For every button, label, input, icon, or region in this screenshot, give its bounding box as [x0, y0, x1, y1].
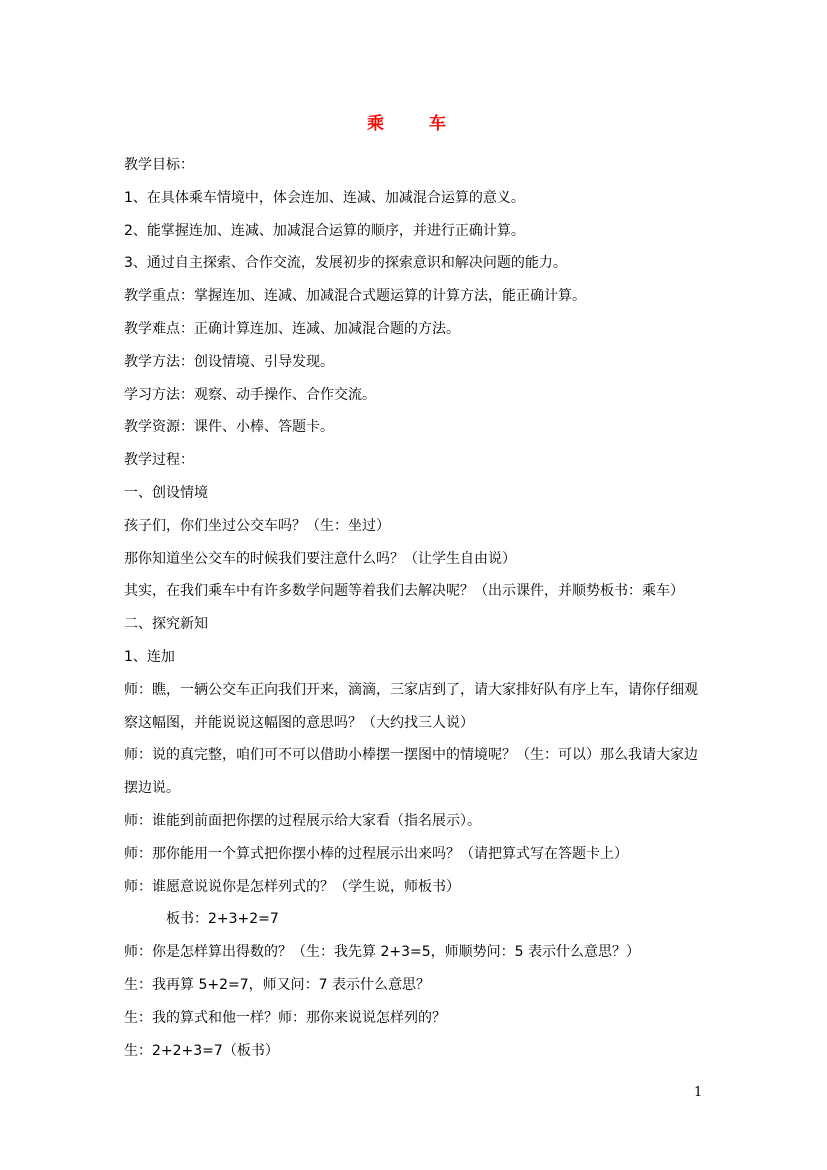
board-writing: 板书：2+3+2=7: [166, 911, 279, 928]
paragraph: 那你知道坐公交车的时候我们要注意什么吗？（让学生自由说）: [124, 550, 516, 567]
paragraph: 孩子们，你们坐过公交车吗？（生：坐过）: [124, 517, 390, 534]
document-title: 乘 车: [367, 114, 460, 134]
paragraph: 生：2+2+3=7（板书）: [124, 1042, 279, 1059]
difficult-points: 教学难点：正确计算连加、连减、加减混合题的方法。: [124, 320, 460, 337]
paragraph: 师：谁能到前面把你摆的过程展示给大家看（指名展示）。: [124, 812, 481, 829]
paragraph: 师：那你能用一个算式把你摆小棒的过程展示出来吗？（请把算式写在答题卡上）: [124, 845, 628, 862]
learning-method: 学习方法：观察、动手操作、合作交流。: [124, 386, 376, 403]
subsection-heading: 1、连加: [124, 648, 175, 665]
subsection-heading: 一、创设情境: [124, 484, 208, 501]
key-points: 教学重点：掌握连加、连减、加减混合式题运算的计算方法，能正确计算。: [124, 288, 586, 305]
objective-item: 3、通过自主探索、合作交流，发展初步的探索意识和解决问题的能力。: [124, 255, 567, 272]
section-heading-objectives: 教学目标：: [124, 157, 194, 173]
paragraph: 师：瞧，一辆公交车正向我们开来，滴滴，三家店到了，请大家排好队有序上车，请你仔细观察这幅图，并能说说这幅图的意思吗？（大约找三人说）: [124, 681, 698, 731]
page-number: 1: [694, 1085, 703, 1100]
paragraph: 师：你是怎样算出得数的？（生：我先算 2+3=5，师顺势问：5 表示什么意思？）: [124, 944, 640, 961]
paragraph: 师：谁愿意说说你是怎样列式的？（学生说，师板书）: [124, 878, 460, 895]
subsection-heading: 二、探究新知: [124, 616, 208, 633]
paragraph: 其实，在我们乘车中有许多数学问题等着我们去解决呢？（出示课件，并顺势板书：乘车）: [124, 583, 684, 600]
teaching-resources: 教学资源：课件、小棒、答题卡。: [124, 419, 334, 436]
document-body: [124, 149, 709, 1067]
paragraph: 生：我再算 5+2=7，师又问：7 表示什么意思？: [124, 976, 430, 993]
paragraph: 生：我的算式和他一样？师：那你来说说怎样列的？: [124, 1009, 446, 1026]
objective-item: 2、能掌握连加、连减、加减混合运算的顺序，并进行正确计算。: [124, 222, 525, 239]
paragraph: 师：说的真完整，咱们可不可以借助小棒摆一摆图中的情境呢？（生：可以）那么我请大家边摆边说。: [124, 747, 698, 797]
objective-item: 1、在具体乘车情境中，体会连加、连减、加减混合运算的意义。: [124, 189, 525, 206]
section-heading-process: 教学过程：: [124, 452, 194, 469]
teaching-method: 教学方法：创设情境、引导发现。: [124, 353, 334, 370]
